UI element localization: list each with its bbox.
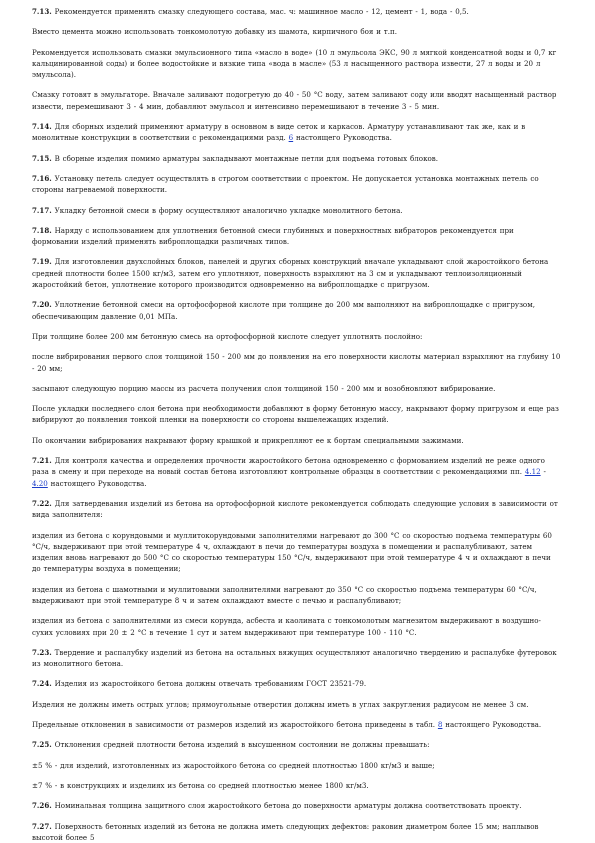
clause-number: 7.15. <box>32 153 52 163</box>
paragraph-7-23 <box>32 647 561 670</box>
paragraph-text: Для изготовления двухслойных блоков, панелей и других сборных конструкций вначале укладывают слой жаростойкого бетона средней плотности более 1500 кг/м3, затем его уплотняют, поверхность взрыхляют на 3 см и укладывают теплоизоляционный жаростойкий бетон, уплотнение которого производится одновременно на виброплощадке с пригрузом. <box>32 257 549 290</box>
paragraph-text: Изделия из жаростойкого бетона должны отвечать требованиям ГОСТ 23521-79. <box>54 679 367 689</box>
clause-number: 7.16. <box>32 173 52 183</box>
paragraph-7-21 <box>32 455 561 489</box>
paragraph-7-24 <box>32 678 561 689</box>
paragraph-7-27 <box>32 821 561 843</box>
paragraph-next-layer <box>32 383 561 394</box>
clause-number: 7.13. <box>32 7 52 16</box>
paragraph-text: Укладку бетонной смеси в форму осуществляют аналогично укладке монолитного бетона. <box>54 205 403 215</box>
clause-number: 7.27. <box>32 821 52 831</box>
paragraph-7-14 <box>32 121 561 144</box>
paragraph-7-15 <box>32 153 561 164</box>
paragraph-text: При толщине более 200 мм бетонную смесь на ортофосфорной кислоте следует уплотнять послойно: <box>32 331 423 341</box>
paragraph-text: ±7 % - в конструкциях и изделиях из бетона со средней плотностью менее 1800 кг/м3. <box>32 780 369 790</box>
clause-number: 7.18. <box>32 225 52 235</box>
paragraph-cover-form <box>32 435 561 446</box>
clause-number: 7.20. <box>32 300 52 310</box>
paragraph-chamotte-curing <box>32 584 561 607</box>
paragraph-7-18 <box>32 225 561 248</box>
paragraph-text: после вибрирования первого слоя толщиной 150 - 200 мм до появления на его поверхности кислоты материал взрыхляют на глубину 10 - 20 мм; <box>32 352 561 373</box>
paragraph-7-17 <box>32 205 561 216</box>
paragraph-text: Наряду с использованием для уплотнения бетонной смеси глубинных и поверхностных вибраторов рекомендуется при формовании изделий применять виброплощадки различных типов. <box>32 225 514 247</box>
paragraph-text: Для контроля качества и определения прочности жаростойкого бетона одновременно с формованием изделий не реже одного раза в смену и при переходе на новый состав бетона изготовляют контрольные образцы в соответствии с рекомендациями пп. 4.12 - 4.20 настоящего Руководства. <box>32 456 546 488</box>
paragraph-text: Установку петель следует осуществлять в строгом соответствии с проектом. Не допускается установка монтажных петель со стороны нагреваемой поверхности. <box>32 173 539 195</box>
paragraph-text: Поверхность бетонных изделий из бетона не должна иметь следующих дефектов: раковин диаметром более 15 мм; наплывов высотой более 5 <box>32 821 539 842</box>
paragraph-corner-rounding <box>32 699 561 710</box>
clause-number: 7.14. <box>32 122 52 132</box>
clause-number: 7.17. <box>32 205 52 215</box>
paragraph-text: Изделия не должны иметь острых углов; прямоугольные отверстия должны иметь в углах закругления радиусом не менее 3 см. <box>32 699 529 709</box>
paragraph-7-25 <box>32 739 561 750</box>
section-6-link[interactable]: 6 <box>288 133 294 143</box>
clause-number: 7.21. <box>32 456 52 466</box>
paragraph-text: изделия из бетона с шамотными и муллитовыми заполнителями нагревают до 350 °С со скоростью подъема температуры 60 °С/ч, выдерживают при этой температуре 8 ч и затем охлаждают вместе с печью и распалубливают; <box>32 584 537 605</box>
paragraph-7-22 <box>32 498 561 521</box>
clause-number: 7.19. <box>32 257 52 267</box>
paragraph-text: засыпают следующую порцию массы из расчета получения слоя толщиной 150 - 200 мм и возобновляют вибрирование. <box>32 383 496 393</box>
table-8-link[interactable]: 8 <box>437 720 443 730</box>
paragraph-text: Уплотнение бетонной смеси на ортофосфорной кислоте при толщине до 200 мм выполняют на виброплощадке с пригрузом, обеспечивающим давление 0,01 МПа. <box>32 300 535 321</box>
paragraph-text: ±5 % - для изделий, изготовленных из жаростойкого бетона со средней плотностью 1800 кг/м3 и выше; <box>32 760 435 770</box>
paragraph-text: В сборные изделия помимо арматуры закладывают монтажные петли для подъема готовых блоков. <box>54 153 439 163</box>
paragraph-cement-substitute <box>32 26 561 37</box>
clause-number: 7.25. <box>32 740 52 750</box>
paragraph-text: Отклонения средней плотности бетона изделий в высушенном состоянии не должны превышать: <box>54 740 430 750</box>
paragraph-magnesite-curing <box>32 615 561 638</box>
paragraph-text: изделия из бетона с корундовыми и муллитокорундовыми заполнителями нагревают до 300 °С со скоростью подъема температуры 60 °С/ч, выдерживают при этой температуре 4 ч, охлаждают в печи до температуры воздуха в помещении и распалубливают, затем изделия вновь нагревают до 500 °С со скоростью температуры 150 °С/ч, выдерживают при этой температуре 4 ч и охлаждают в печи до температуры воздуха в помещении; <box>32 530 552 574</box>
clause-number: 7.24. <box>32 679 52 689</box>
paragraph-tolerances <box>32 719 561 730</box>
paragraph-layered-compaction <box>32 331 561 342</box>
paragraph-density-7pct <box>32 780 561 791</box>
clause-4-20-link[interactable]: 4.20 <box>32 478 48 488</box>
clause-number: 7.23. <box>32 647 52 657</box>
paragraph-text: Вместо цемента можно использовать тонкомолотую добавку из шамота, кирпичного боя и т.п. <box>32 27 397 37</box>
paragraph-first-layer <box>32 351 561 374</box>
paragraph-corundum-curing <box>32 530 561 575</box>
paragraph-text: По окончании вибрирования накрывают форму крышкой и прикрепляют ее к бортам специальными зажимами. <box>32 435 464 445</box>
paragraph-emulsifier-preparation <box>32 89 561 112</box>
paragraph-7-20 <box>32 299 561 322</box>
paragraph-7-16 <box>32 173 561 196</box>
clause-number: 7.26. <box>32 801 52 811</box>
clause-number: 7.22. <box>32 498 52 508</box>
paragraph-text: изделия из бетона с заполнителями из смеси корунда, асбеста и каолината с тонкомолотым магнезитом выдерживают в воздушно-сухих условиях при 20 ± 2 °С в течение 1 сут и затем выдерживают при температуре 100 - 110 °С. <box>32 616 541 637</box>
paragraph-7-13 <box>32 6 561 17</box>
clause-4-12-link[interactable]: 4.12 <box>524 467 541 477</box>
paragraph-text: После укладки последнего слоя бетона при необходимости добавляют в форму бетонную массу, накрывают форму пригрузом и еще раз вибрируют до появления тонкой пленки на поверхности со стороны вышележащих изделий. <box>32 404 559 425</box>
paragraph-7-26 <box>32 800 561 811</box>
paragraph-emulsion-types <box>32 47 561 81</box>
paragraph-text: Для сборных изделий применяют арматуру в основном в виде сеток и каркасов. Арматуру устанавливают так же, как и в монолитные конструкции в соответствии с рекомендациями разд. 6 настоящего Руководства. <box>32 122 526 143</box>
paragraph-text: Смазку готовят в эмульгаторе. Вначале заливают подогретую до 40 - 50 °С воду, затем заливают соду или вводят насыщенный раствор извести, перемешивают 3 - 4 мин, добавляют эмульсол и интенсивно перемешивают в течение 3 - 5 мин. <box>32 90 557 111</box>
paragraph-text: Номинальная толщина защитного слоя жаростойкого бетона до поверхности арматуры должна соответствовать проекту. <box>54 801 522 811</box>
paragraph-text: Рекомендуется использовать смазки эмульсионного типа «масло в воде» (10 л эмульсола ЭКС, 90 л мягкой конденсатной воды и 0,7 кг кальцинированной соды) и более водостойкие и вязкие типа «вода в масле» (53 л насыщенного раствора извести, 27 л воды и 20 л эмульсола). <box>32 47 557 80</box>
paragraph-density-5pct <box>32 760 561 771</box>
paragraph-text: Твердение и распалубку изделий из бетона на остальных вяжущих осуществляют аналогично твердению и распалубке футеровок из монолитного бетона. <box>32 647 557 669</box>
paragraph-text: Предельные отклонения в зависимости от размеров изделий из жаростойкого бетона приведены в табл. 8 настоящего Руководства. <box>32 720 542 730</box>
paragraph-7-19 <box>32 256 561 290</box>
paragraph-text: Для затвердевания изделий из бетона на ортофосфорной кислоте рекомендуется соблюдать следующие условия в зависимости от вида заполнителя: <box>32 498 558 520</box>
paragraph-last-layer <box>32 403 561 426</box>
paragraph-text: Рекомендуется применять смазку следующего состава, мас. ч: машинное масло - 12, цемент - 1, вода - 0,5. <box>54 7 469 16</box>
